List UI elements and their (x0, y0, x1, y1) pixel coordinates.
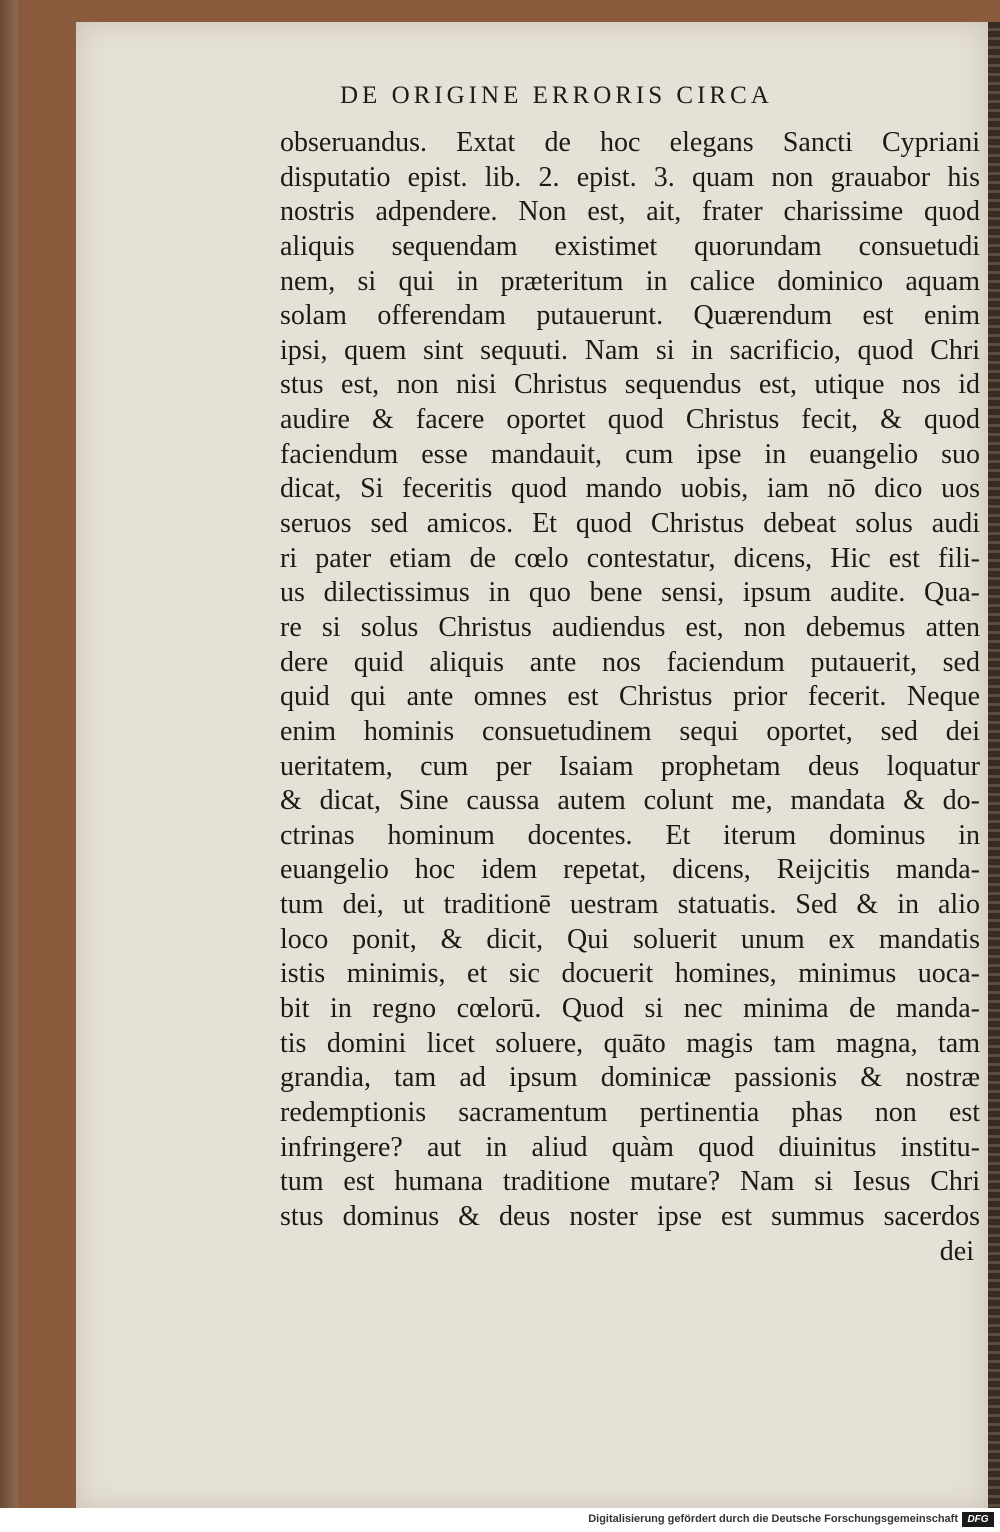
text-line: dicat, Si feceritis quod mando uobis, iam nō dico uos (280, 473, 980, 505)
catchword: dei (939, 1235, 974, 1267)
text-line: tis domini licet soluere, quāto magis tam magna, tam (280, 1027, 980, 1059)
text-line: ri pater etiam de cœlo contestatur, dicens, Hic est fili- (280, 542, 980, 574)
text-line: tum est humana traditione mutare? Nam si Iesus Chri (280, 1166, 980, 1198)
text-line: tum dei, ut traditionē uestram statuatis. Sed & in alio (280, 889, 980, 921)
dfg-logo: DFG (962, 1512, 994, 1527)
text-line: disputatio epist. lib. 2. epist. 3. quam non grauabor his (280, 161, 980, 193)
footer-bar (0, 1508, 1000, 1532)
text-line: faciendum esse mandauit, cum ipse in euangelio suo (280, 438, 980, 470)
text-line: redemptionis sacramentum pertinentia phas non est (280, 1096, 980, 1128)
board-margin (18, 0, 76, 1508)
text-line: us dilectissimus in quo bene sensi, ipsum audite. Qua- (280, 577, 980, 609)
page-stack-edge (988, 22, 1000, 1508)
text-line: seruos sed amicos. Et quod Christus debeat solus audi (280, 508, 980, 540)
text-line: re si solus Christus audiendus est, non debemus atten (280, 611, 980, 643)
text-line: ueritatem, cum per Isaiam prophetam deus loquatur (280, 750, 980, 782)
body-text (280, 126, 980, 1269)
running-head: DE ORIGINE ERRORIS CIRCA (340, 82, 773, 109)
binding-edge (0, 0, 18, 1508)
text-line: nem, si qui in præteritum in calice dominico aquam (280, 265, 980, 297)
text-line: infringere? aut in aliud quàm quod diuinitus institu- (280, 1131, 980, 1163)
funding-credit: Digitalisierung gefördert durch die Deutsche Forschungsgemeinschaft (588, 1513, 958, 1525)
text-line: quid qui ante omnes est Christus prior fecerit. Neque (280, 681, 980, 713)
text-line: bit in regno cœlorū. Quod si nec minima de manda- (280, 993, 980, 1025)
text-line: nostris adpendere. Non est, ait, frater charissime quod (280, 196, 980, 228)
text-line: stus dominus & deus noster ipse est summus sacerdos (280, 1200, 980, 1232)
text-line: loco ponit, & dicit, Qui soluerit unum ex mandatis (280, 923, 980, 955)
text-line: & dicat, Sine caussa autem colunt me, mandata & do- (280, 785, 980, 817)
text-line: stus est, non nisi Christus sequendus est, utique nos id (280, 369, 980, 401)
text-line: obseruandus. Extat de hoc elegans Sancti Cypriani (280, 127, 980, 158)
text-line: grandia, tam ad ipsum dominicæ passionis & nostræ (280, 1062, 980, 1094)
text-line: aliquis sequendam existimet quorundam consuetudi (280, 230, 980, 262)
text-line: ipsi, quem sint sequuti. Nam si in sacrificio, quod Chri (280, 334, 980, 366)
text-line: enim hominis consuetudinem sequi oportet, sed dei (280, 715, 980, 747)
text-line: istis minimis, et sic docuerit homines, minimus uoca- (280, 958, 980, 990)
text-line: ctrinas hominum docentes. Et iterum dominus in (280, 819, 980, 851)
text-line: audire & facere oportet quod Christus fecit, & quod (280, 404, 980, 436)
text-line: solam offerendam putauerunt. Quærendum est enim (280, 300, 980, 332)
text-line: euangelio hoc idem repetat, dicens, Reijcitis manda- (280, 854, 980, 886)
text-line: dere quid aliquis ante nos faciendum putauerit, sed (280, 646, 980, 678)
